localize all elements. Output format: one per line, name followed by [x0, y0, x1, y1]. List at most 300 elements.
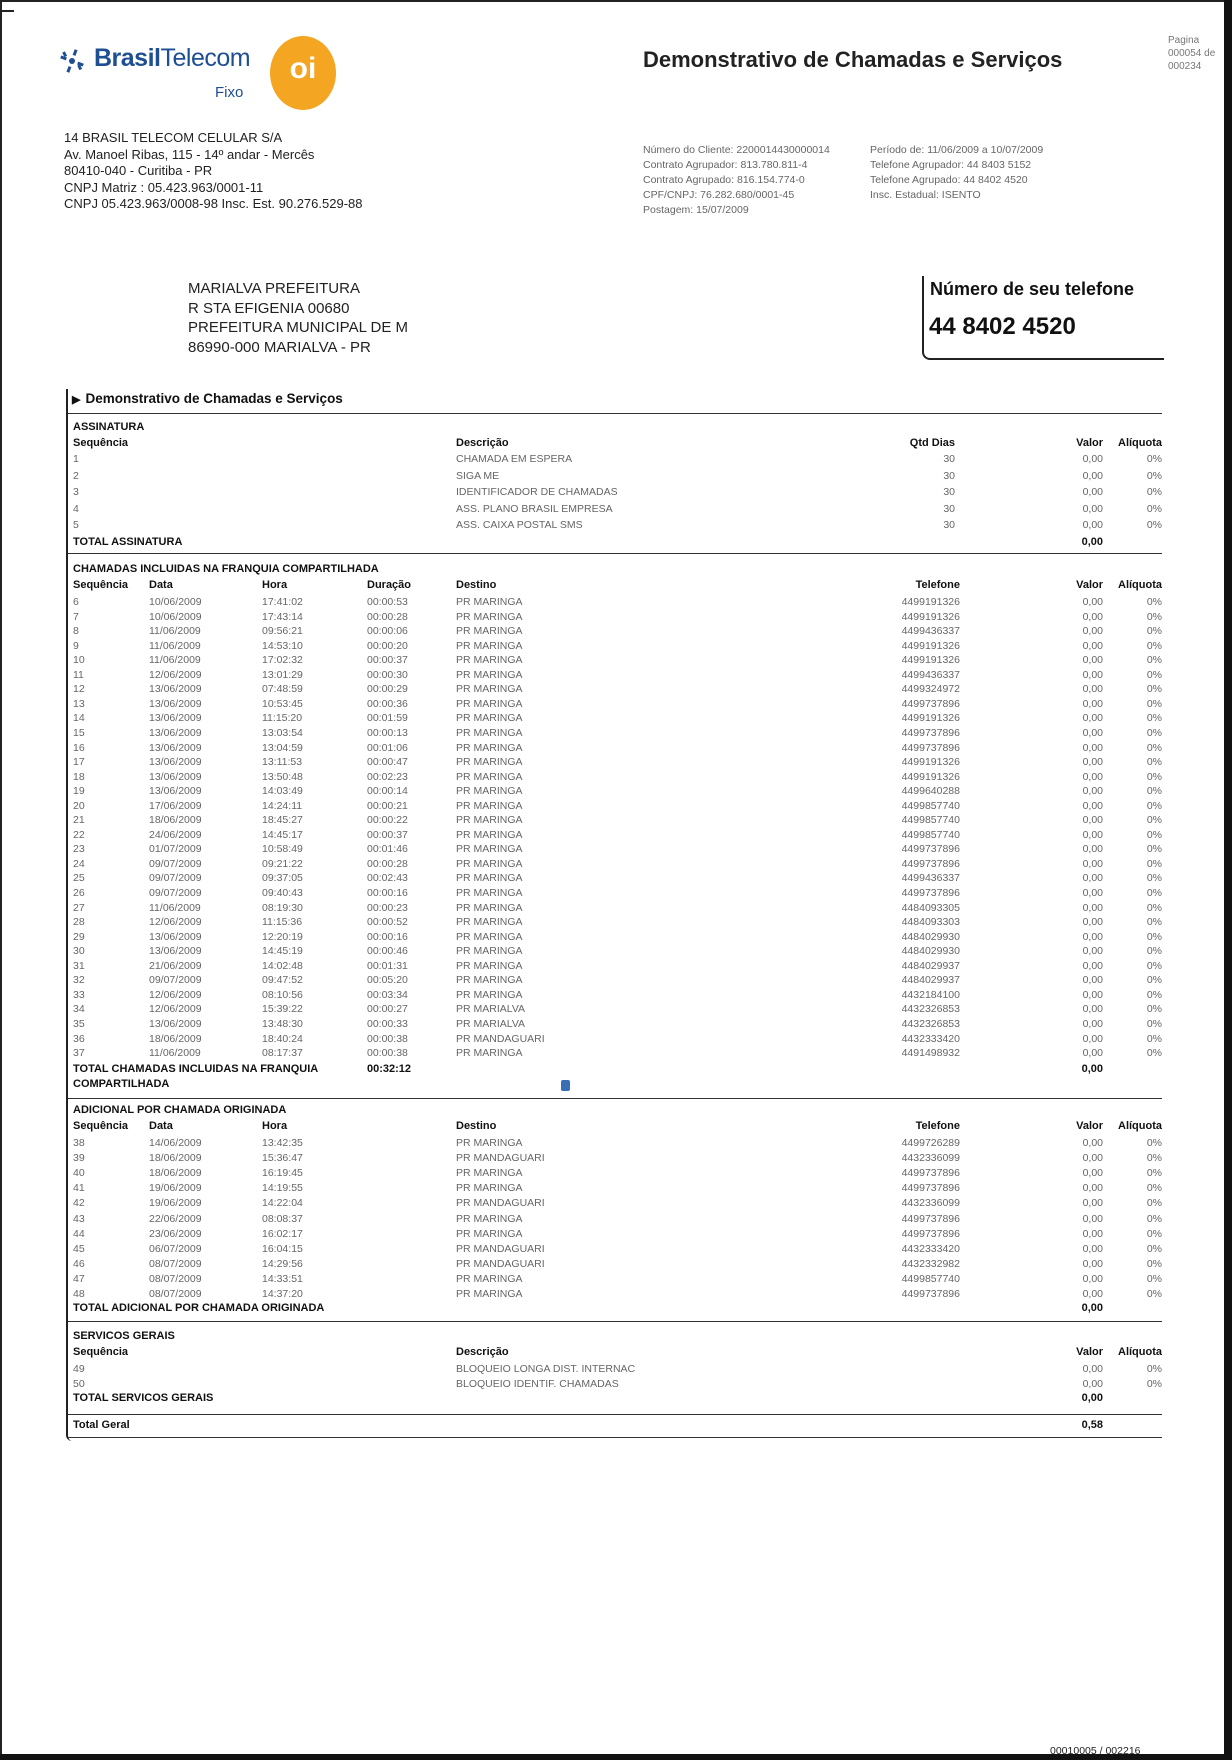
logo-subtitle: Fixo [215, 84, 244, 101]
table-cell: 0% [1146, 887, 1162, 899]
table-cell: 39 [73, 1152, 85, 1165]
table-cell: PR MARINGA [456, 1182, 523, 1195]
table-cell: 18/06/2009 [149, 1032, 202, 1045]
table-cell: 0% [1146, 726, 1162, 739]
table-cell: 0,00 [1082, 610, 1103, 623]
table-cell: 00:00:30 [367, 668, 408, 681]
column-header-data: Data [149, 579, 173, 591]
table-cell: 22/06/2009 [149, 1212, 202, 1225]
table-cell: 4499857740 [901, 828, 960, 841]
meta-line: Telefone Agrupado: 44 8402 4520 [870, 174, 1028, 186]
table-cell: 21/06/2009 [149, 959, 202, 972]
table-cell: 4499191326 [901, 712, 960, 725]
divider [68, 1414, 1162, 1415]
page-border-top [0, 0, 1232, 2]
table-cell: 00:05:20 [367, 974, 408, 987]
table-cell: 4499191326 [901, 610, 960, 623]
table-cell: 18 [73, 770, 85, 783]
table-row [0, 1273, 1232, 1287]
table-cell: 0% [1146, 901, 1162, 914]
table-cell: 0,00 [1082, 1047, 1103, 1060]
table-cell: 7 [73, 610, 79, 623]
table-cell: 11/06/2009 [149, 1047, 201, 1060]
table-cell: 12/06/2009 [149, 1003, 202, 1016]
table-cell: PR MARINGA [456, 799, 523, 812]
table-cell: 13/06/2009 [149, 726, 202, 739]
table-row [0, 960, 1232, 974]
table-cell: 4499737896 [901, 697, 960, 710]
table-cell: 13/06/2009 [149, 770, 202, 783]
table-cell: 0% [1146, 668, 1162, 681]
table-cell: 13/06/2009 [149, 697, 202, 710]
table-cell: 09:37:05 [262, 872, 303, 885]
table-row [0, 1003, 1232, 1017]
table-row [0, 486, 1232, 500]
table-cell: 0% [1146, 1227, 1162, 1240]
table-cell: 0,00 [1082, 596, 1103, 608]
table-row [0, 945, 1232, 959]
table-cell: 09:47:52 [262, 974, 303, 987]
table-cell: 14:19:55 [262, 1182, 303, 1195]
table-cell: 40 [73, 1167, 85, 1180]
table-cell: PR MARINGA [456, 828, 523, 841]
table-cell: 47 [73, 1272, 85, 1285]
table-cell: 0% [1146, 1152, 1162, 1165]
table-cell: 25 [73, 872, 85, 885]
table-row [0, 785, 1232, 799]
table-cell: 4499857740 [901, 799, 960, 812]
adicional-title: ADICIONAL POR CHAMADA ORIGINADA [73, 1104, 287, 1116]
table-cell: 4499191326 [901, 770, 960, 783]
table-cell: 0% [1146, 610, 1162, 623]
assinatura-total-label: TOTAL ASSINATURA [73, 536, 183, 548]
table-row [0, 640, 1232, 654]
table-cell: 13:01:29 [262, 668, 303, 681]
grand-total-label: Total Geral [73, 1419, 130, 1431]
table-cell: 0,00 [1082, 945, 1103, 958]
servicos-title: SERVICOS GERAIS [73, 1330, 175, 1342]
table-cell: PR MARINGA [456, 974, 523, 987]
assinatura-title: ASSINATURA [73, 421, 145, 433]
franquia-total-label: TOTAL CHAMADAS INCLUIDAS NA FRANQUIA [73, 1063, 319, 1075]
table-cell: 0% [1146, 828, 1162, 841]
table-cell: 13:42:35 [262, 1137, 303, 1149]
table-cell: 1 [73, 453, 79, 465]
table-cell: 35 [73, 1017, 85, 1030]
table-cell: 20 [73, 799, 85, 812]
table-cell: 06/07/2009 [149, 1242, 202, 1255]
table-cell: 13/06/2009 [149, 712, 202, 725]
table-cell: 00:00:29 [367, 683, 408, 696]
table-cell: 00:00:16 [367, 930, 408, 943]
table-cell: 13/06/2009 [149, 741, 202, 754]
table-row [0, 858, 1232, 872]
table-cell: PR MARINGA [456, 916, 523, 929]
table-cell: 11/06/2009 [149, 654, 201, 667]
table-cell: 13:50:48 [262, 770, 303, 783]
table-cell: 09:40:43 [262, 887, 303, 899]
table-cell: 0,00 [1082, 1212, 1103, 1225]
table-cell: 14:45:17 [262, 828, 303, 841]
table-cell: 14:53:10 [262, 639, 303, 652]
table-cell: 0% [1146, 712, 1162, 725]
table-cell: 43 [73, 1212, 85, 1225]
servicos-total-label: TOTAL SERVICOS GERAIS [73, 1392, 214, 1404]
table-cell: 0,00 [1082, 770, 1103, 783]
column-header-hora: Hora [262, 579, 288, 591]
phone-label: Número de seu telefone [930, 279, 1135, 299]
table-cell: 14 [73, 712, 85, 725]
table-cell: PR MARINGA [456, 712, 523, 725]
table-cell: PR MARINGA [456, 625, 523, 638]
table-cell: 13/06/2009 [149, 756, 202, 769]
table-cell: 12/06/2009 [149, 668, 202, 681]
table-cell: 4499191326 [901, 639, 960, 652]
table-cell: 0,00 [1082, 712, 1103, 725]
table-cell: 4432333420 [901, 1242, 960, 1255]
table-cell: 01/07/2009 [149, 843, 202, 856]
phone-number: 44 8402 4520 [929, 313, 1076, 340]
table-cell: 4499436337 [901, 872, 960, 885]
table-row [0, 1228, 1232, 1242]
table-cell: 4499737896 [901, 726, 960, 739]
table-row [0, 742, 1232, 756]
table-cell: 4432326853 [901, 1017, 960, 1030]
table-cell: 0% [1146, 930, 1162, 943]
table-row [0, 1152, 1232, 1166]
table-cell: 38 [73, 1137, 85, 1149]
page-border-bottom [0, 1754, 1232, 1760]
table-cell: PR MANDAGUARI [456, 1032, 545, 1045]
table-cell: 00:00:28 [367, 610, 408, 623]
table-cell: 0% [1146, 916, 1162, 929]
table-cell: PR MARINGA [456, 639, 523, 652]
franquia-total-label-cont: COMPARTILHADA [73, 1078, 170, 1090]
table-cell: 12/06/2009 [149, 988, 202, 1001]
table-cell: PR MANDAGUARI [456, 1257, 545, 1270]
table-cell: 23/06/2009 [149, 1227, 202, 1240]
table-cell: PR MARINGA [456, 770, 523, 783]
table-cell: 00:00:22 [367, 814, 408, 827]
table-cell: PR MARINGA [456, 1288, 523, 1300]
table-cell: 10/06/2009 [149, 610, 202, 623]
table-cell: 14/06/2009 [149, 1137, 202, 1149]
table-cell: 8 [73, 625, 79, 638]
table-cell: 0% [1146, 1378, 1162, 1390]
table-cell: PR MARINGA [456, 654, 523, 667]
table-cell: 0,00 [1082, 916, 1103, 929]
table-cell: PR MANDAGUARI [456, 1152, 545, 1165]
table-cell: 0,00 [1082, 1167, 1103, 1180]
table-row [0, 887, 1232, 901]
table-cell: 0% [1146, 502, 1162, 515]
table-cell: 14:33:51 [262, 1272, 303, 1285]
table-cell: 45 [73, 1242, 85, 1255]
table-cell: 3 [73, 486, 79, 498]
table-cell: PR MARINGA [456, 741, 523, 754]
table-cell: 10:58:49 [262, 843, 303, 856]
column-header-valor: Valor [1076, 437, 1103, 449]
table-cell: 26 [73, 887, 85, 899]
table-cell: 11/06/2009 [149, 625, 201, 638]
table-cell: 18/06/2009 [149, 1152, 202, 1165]
triangle-icon: ▶ [72, 394, 81, 406]
table-cell: 0% [1146, 654, 1162, 667]
table-cell: 4499640288 [901, 785, 960, 798]
table-cell: 4432333420 [901, 1032, 960, 1045]
table-cell: 00:00:53 [367, 596, 408, 608]
table-cell: 00:00:13 [367, 726, 408, 739]
table-cell: 4484093305 [901, 901, 960, 914]
table-cell: 0,00 [1082, 1032, 1103, 1045]
table-cell: 08:19:30 [262, 901, 303, 914]
table-cell: 0,00 [1082, 741, 1103, 754]
table-cell: 09:56:21 [262, 625, 303, 638]
table-cell: 0,00 [1082, 887, 1103, 899]
table-cell: 00:00:20 [367, 639, 408, 652]
table-cell: 00:00:38 [367, 1032, 408, 1045]
table-cell: 16:19:45 [262, 1167, 303, 1180]
table-cell: 00:00:23 [367, 901, 408, 914]
table-row [0, 611, 1232, 625]
table-cell: 13:11:53 [262, 756, 303, 769]
table-row [0, 596, 1232, 610]
statement-section-title: Demonstrativo de Chamadas e Serviços [85, 391, 343, 406]
table-cell: 08/07/2009 [149, 1257, 202, 1270]
table-cell: 00:00:37 [367, 828, 408, 841]
column-header-seq: Sequência [73, 1120, 129, 1132]
table-cell: 0% [1146, 770, 1162, 783]
table-cell: 0% [1146, 596, 1162, 608]
table-cell: 12/06/2009 [149, 916, 202, 929]
table-cell: 00:00:52 [367, 916, 408, 929]
column-header-data: Data [149, 1120, 173, 1132]
table-cell: 4432336099 [901, 1197, 960, 1210]
table-cell: 0% [1146, 814, 1162, 827]
table-cell: 17:02:32 [262, 654, 303, 667]
table-cell: 0,00 [1082, 625, 1103, 638]
table-cell: PR MARINGA [456, 1212, 523, 1225]
client-meta [643, 143, 830, 218]
table-row [0, 1033, 1232, 1047]
table-cell: 00:00:21 [367, 799, 408, 812]
table-cell: 00:00:38 [367, 1047, 408, 1060]
meta-line: Telefone Agrupador: 44 8403 5152 [870, 159, 1032, 171]
table-cell: 30 [943, 469, 955, 482]
meta-line: CPF/CNPJ: 76.282.680/0001-45 [643, 189, 795, 201]
assinatura-total-value: 0,00 [1081, 536, 1103, 548]
table-cell: 18/06/2009 [149, 814, 202, 827]
table-cell: 00:00:28 [367, 857, 408, 870]
table-cell: 4499324972 [901, 683, 960, 696]
period-meta [870, 143, 1043, 203]
table-cell: 0,00 [1082, 857, 1103, 870]
table-cell: 0,00 [1082, 1363, 1103, 1375]
company-line: 80410-040 - Curitiba - PR [64, 163, 213, 178]
table-cell: 0,00 [1082, 799, 1103, 812]
table-cell: 17:41:02 [262, 596, 303, 608]
table-cell: PR MARINGA [456, 814, 523, 827]
column-header-aliquota: Alíquota [1118, 1346, 1162, 1358]
table-row [0, 1213, 1232, 1227]
table-cell: 30 [943, 502, 955, 515]
table-cell: BLOQUEIO LONGA DIST. INTERNAC [456, 1363, 636, 1375]
oi-logo-text: oi [289, 52, 317, 85]
table-cell: 00:02:23 [367, 770, 408, 783]
column-header-duracao: Duração [367, 579, 412, 591]
table-cell: 4499191326 [901, 756, 960, 769]
table-cell: 4432336099 [901, 1152, 960, 1165]
table-row [0, 989, 1232, 1003]
address-line: MARIALVA PREFEITURA [188, 280, 360, 297]
table-cell: 13/06/2009 [149, 683, 202, 696]
table-cell: 30 [943, 519, 955, 531]
table-cell: 19/06/2009 [149, 1182, 202, 1195]
column-header-aliquota: Alíquota [1118, 437, 1162, 449]
meta-line: Período de: 11/06/2009 a 10/07/2009 [870, 144, 1044, 156]
table-cell: 4491498932 [901, 1047, 960, 1060]
table-cell: 00:02:43 [367, 872, 408, 885]
table-cell: 0% [1146, 1257, 1162, 1270]
table-cell: 0,00 [1082, 726, 1103, 739]
table-cell: 22 [73, 828, 85, 841]
table-cell: 08:17:37 [262, 1047, 303, 1060]
table-row [0, 453, 1232, 467]
table-cell: IDENTIFICADOR DE CHAMADAS [456, 486, 618, 498]
grand-total-value: 0,58 [1081, 1419, 1103, 1431]
table-cell: 00:00:27 [367, 1003, 408, 1016]
table-cell: 10 [73, 654, 85, 667]
table-cell: 27 [73, 901, 85, 914]
table-cell: 0% [1146, 756, 1162, 769]
column-header-aliquota: Alíquota [1118, 1120, 1162, 1132]
table-cell: 17:43:14 [262, 610, 303, 623]
table-cell: 0,00 [1082, 1182, 1103, 1195]
table-row [0, 829, 1232, 843]
meta-line: Número do Cliente: 2200014430000014 [643, 144, 830, 156]
table-cell: 0% [1146, 1242, 1162, 1255]
table-cell: 0% [1146, 872, 1162, 885]
table-cell: 08:08:37 [262, 1212, 303, 1225]
table-cell: PR MARINGA [456, 945, 523, 958]
company-info [64, 130, 362, 213]
table-cell: 14:24:11 [262, 799, 303, 812]
table-cell: 4499737896 [901, 1227, 960, 1240]
table-cell: 4499737896 [901, 1212, 960, 1225]
column-header-aliquota: Alíquota [1118, 579, 1162, 591]
divider [68, 1321, 1162, 1322]
table-cell: 09/07/2009 [149, 887, 202, 899]
table-cell: 0% [1146, 486, 1162, 498]
table-cell: 13/06/2009 [149, 1017, 202, 1030]
table-cell: 00:00:36 [367, 697, 408, 710]
table-cell: PR MARINGA [456, 1227, 523, 1240]
table-row [0, 654, 1232, 668]
table-cell: 4432326853 [901, 1003, 960, 1016]
page-info [1168, 34, 1215, 73]
table-cell: 4499737896 [901, 1182, 960, 1195]
table-cell: 4499737896 [901, 1288, 960, 1300]
table-cell: 4484029930 [901, 930, 960, 943]
table-cell: 0% [1146, 1047, 1162, 1060]
table-cell: PR MANDAGUARI [456, 1242, 545, 1255]
column-header-destino: Destino [456, 579, 497, 591]
table-cell: 49 [73, 1363, 85, 1375]
table-cell: 0% [1146, 1137, 1162, 1149]
table-cell: PR MARINGA [456, 726, 523, 739]
table-cell: 0,00 [1082, 1017, 1103, 1030]
table-cell: 17/06/2009 [149, 799, 202, 812]
table-cell: 00:01:06 [367, 741, 408, 754]
table-row [0, 1288, 1232, 1302]
table-row [0, 698, 1232, 712]
table-cell: 4499191326 [901, 596, 960, 608]
table-row [0, 1018, 1232, 1032]
table-cell: PR MARINGA [456, 872, 523, 885]
table-cell: 30 [73, 945, 85, 958]
table-row [0, 916, 1232, 930]
table-cell: 14:37:20 [262, 1288, 303, 1300]
table-cell: PR MARIALVA [456, 1003, 526, 1016]
table-row [0, 1047, 1232, 1061]
franquia-total-duration: 00:32:12 [367, 1063, 412, 1075]
table-cell: 00:01:31 [367, 959, 408, 972]
table-cell: 9 [73, 639, 79, 652]
table-cell: 13:04:59 [262, 741, 303, 754]
table-cell: PR MANDAGUARI [456, 1197, 545, 1210]
table-cell: 4499737896 [901, 857, 960, 870]
table-cell: 4499737896 [901, 1167, 960, 1180]
table-cell: 0,00 [1082, 1137, 1103, 1149]
table-cell: 4499857740 [901, 814, 960, 827]
table-cell: 4432184100 [901, 988, 960, 1001]
table-cell: PR MARINGA [456, 1047, 523, 1060]
table-cell: 18:40:24 [262, 1032, 303, 1045]
table-row [0, 771, 1232, 785]
table-cell: 0,00 [1082, 502, 1103, 515]
table-cell: 4499857740 [901, 1272, 960, 1285]
table-cell: 14:03:49 [262, 785, 303, 798]
table-cell: 00:03:34 [367, 988, 408, 1001]
table-cell: 0% [1146, 625, 1162, 638]
table-cell: 15:39:22 [262, 1003, 303, 1016]
table-cell: 0,00 [1082, 639, 1103, 652]
table-row [0, 669, 1232, 683]
franquia-title: CHAMADAS INCLUIDAS NA FRANQUIA COMPARTILHADA [73, 563, 379, 575]
table-cell: PR MARINGA [456, 930, 523, 943]
table-cell: PR MARINGA [456, 610, 523, 623]
table-cell: 0% [1146, 1288, 1162, 1300]
column-header-seq: Sequência [73, 437, 129, 449]
table-cell: 14:45:19 [262, 945, 303, 958]
table-cell: 0% [1146, 785, 1162, 798]
table-cell: 48 [73, 1288, 85, 1300]
table-cell: 0% [1146, 453, 1162, 465]
table-cell: 11:15:20 [262, 712, 303, 725]
table-cell: 0,00 [1082, 959, 1103, 972]
table-cell: 41 [73, 1182, 85, 1195]
table-cell: 37 [73, 1047, 85, 1060]
servicos-total-value: 0,00 [1081, 1392, 1103, 1404]
table-row [0, 1182, 1232, 1196]
table-cell: 28 [73, 916, 85, 929]
table-row [0, 814, 1232, 828]
table-cell: 4432332982 [901, 1257, 960, 1270]
address-line: R STA EFIGENIA 00680 [188, 299, 350, 317]
table-cell: 0% [1146, 469, 1162, 482]
table-cell: BLOQUEIO IDENTIF. CHAMADAS [456, 1378, 619, 1390]
table-cell: 0,00 [1082, 988, 1103, 1001]
